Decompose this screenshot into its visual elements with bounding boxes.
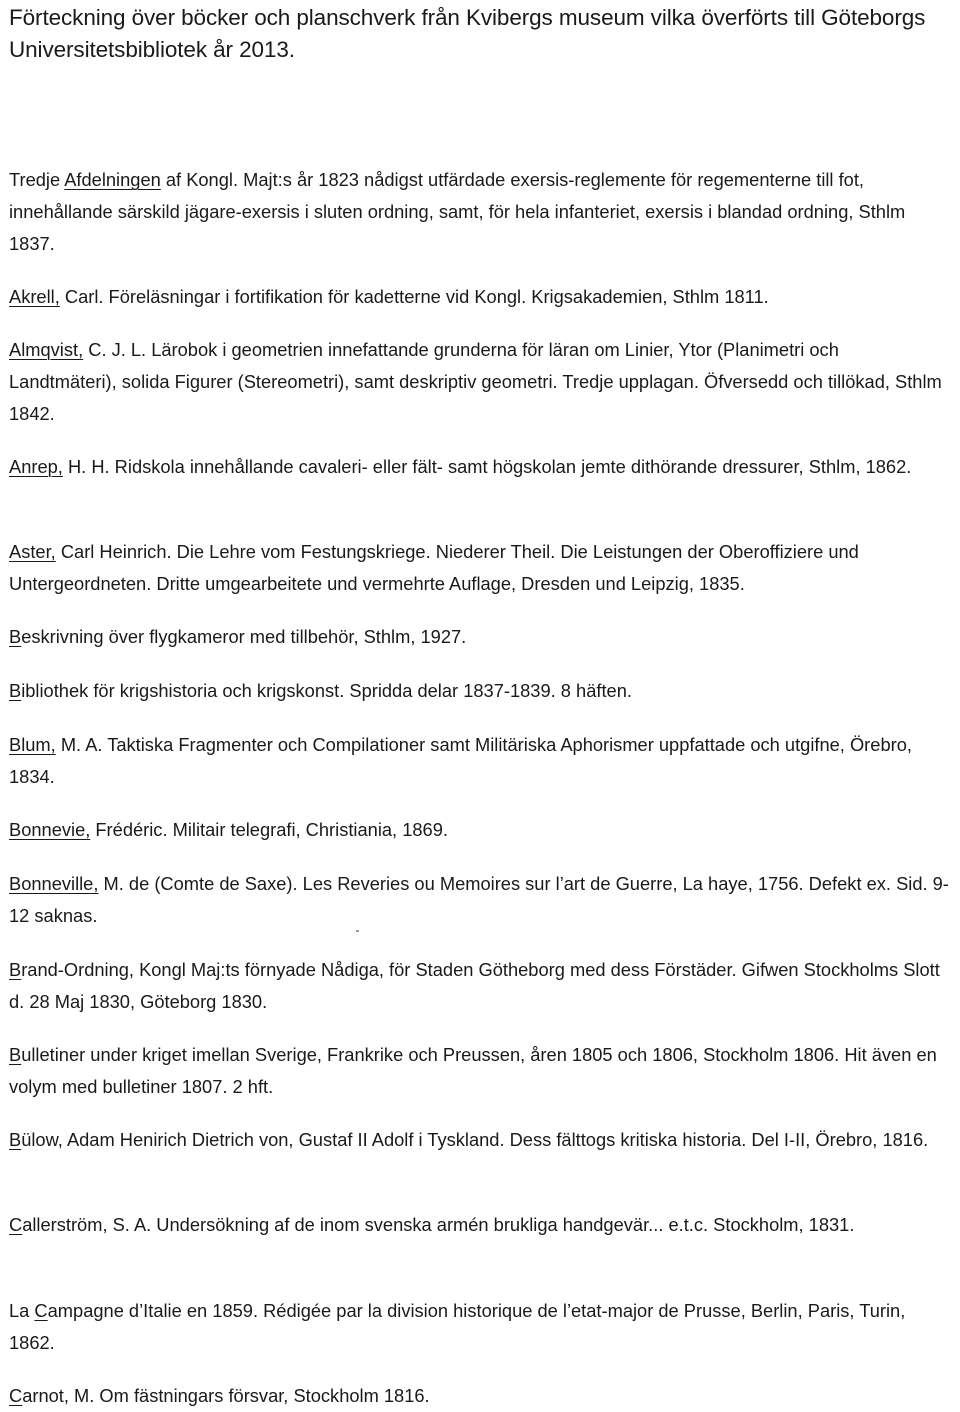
entry-text: allerström, S. A. Undersökning af de inom svenska armén brukliga handgevär... e.t.c. Stockholm, 1831.: [22, 1214, 855, 1235]
list-item: [9, 164, 951, 260]
entry-prefix: La: [9, 1300, 35, 1321]
entry-text: Carl. Föreläsningar i fortifikation för kadetterne vid Kongl. Krigsakademien, Sthlm 1811.: [59, 286, 769, 307]
entry-lead: B: [9, 626, 22, 647]
entry-text: C. J. L. Lärobok i geometrien innefattande grunderna för läran om Linier, Ytor (Planimetri och Landtmäteri), solida Figurer (Stereometri), samt deskriptiv geometri. Tredje upplagan. Öfversedd och tillökad, Sthlm 1842.: [9, 339, 942, 424]
entry-lead: Almqvist,: [9, 339, 84, 360]
entry-text: M. A. Taktiska Fragmenter och Compilationer samt Militäriska Aphorismer uppfattade och utgifne, Örebro, 1834.: [9, 734, 912, 787]
list-item: [9, 675, 951, 707]
list-item: [9, 729, 951, 793]
entry-text: arnot, M. Om fästningars försvar, Stockholm 1816.: [22, 1385, 430, 1406]
list-item: [9, 1039, 951, 1103]
entry-text: af Kongl. Majt:s år 1823 nådigst utfärdade exersis-reglemente för regementerne till fot, innehållande särskild jägare-exersis i sluten ordning, samt, för hela infanteriet, exersis i blandad ordning, Sthlm 1837.: [9, 169, 906, 254]
list-item: [9, 334, 951, 430]
list-item: [9, 1380, 951, 1412]
entry-lead: Anrep,: [9, 456, 63, 477]
list-item: [9, 621, 951, 653]
entry-text: rand-Ordning, Kongl Maj:ts förnyade Nådiga, för Staden Götheborg med dess Förstäder. Gifwen Stockholms Slott d. 28 Maj 1830, Göteborg 1830.: [9, 959, 940, 1012]
list-item: [9, 1124, 951, 1156]
entry-lead: Akrell,: [9, 286, 60, 307]
entry-text: ulletiner under kriget imellan Sverige, Frankrike och Preussen, åren 1805 och 1806, Stockholm 1806. Hit även en volym med bulletiner 1807. 2 hft.: [9, 1044, 937, 1097]
entry-text: eskrivning över flygkameror med tillbehör, Sthlm, 1927.: [21, 626, 467, 647]
entry-lead: B: [9, 680, 22, 701]
entry-text: ülow, Adam Henirich Dietrich von, Gustaf II Adolf i Tyskland. Dess fälttogs kritiska historia. Del I-II, Örebro, 1816.: [21, 1129, 929, 1150]
list-item: [9, 868, 951, 932]
entry-text: ibliothek för krigshistoria och krigskonst. Spridda delar 1837-1839. 8 häften.: [21, 680, 632, 701]
list-item: [9, 1209, 951, 1241]
entry-text: Frédéric. Militair telegrafi, Christiania, 1869.: [90, 819, 448, 840]
entry-lead: Bonnevie,: [9, 819, 91, 840]
entry-lead: B: [9, 1044, 22, 1065]
document-title: Förteckning över böcker och planschverk från Kvibergs museum vilka överförts till Göteborgs Universitetsbibliotek år 2013.: [9, 5, 926, 62]
entry-text: M. de (Comte de Saxe). Les Reveries ou Memoires sur l’art de Guerre, La haye, 1756. Defekt ex. Sid. 9-12 saknas.: [9, 873, 949, 926]
entry-lead: B: [9, 959, 22, 980]
entry-prefix: Tredje: [9, 169, 65, 190]
entry-lead: B: [9, 1129, 22, 1150]
entry-lead: C: [9, 1385, 23, 1406]
entry-lead: Blum,: [9, 734, 56, 755]
list-item: [9, 536, 951, 600]
list-item: [9, 1295, 951, 1359]
scan-speck: [356, 930, 359, 932]
list-item: [9, 281, 951, 313]
entry-lead: Bonneville,: [9, 873, 99, 894]
list-item: [9, 814, 951, 846]
list-item: [9, 954, 951, 1018]
entry-lead: C: [34, 1300, 48, 1321]
entry-lead: Aster,: [9, 541, 56, 562]
list-item: [9, 451, 951, 483]
entry-lead: C: [9, 1214, 23, 1235]
entry-text: ampagne d’Italie en 1859. Rédigée par la division historique de l’etat-major de Prusse, Berlin, Paris, Turin, 1862.: [9, 1300, 906, 1353]
entry-text: Carl Heinrich. Die Lehre vom Festungskriege. Niederer Theil. Die Leistungen der Oberoffiziere und Untergeordneten. Dritte umgearbeitete und vermehrte Auflage, Dresden und Leipzig, 1835.: [9, 541, 859, 594]
entry-text: H. H. Ridskola innehållande cavaleri- eller fält- samt högskolan jemte dithörande dressurer, Sthlm, 1862.: [62, 456, 912, 477]
entry-lead: Afdelningen: [64, 169, 161, 190]
